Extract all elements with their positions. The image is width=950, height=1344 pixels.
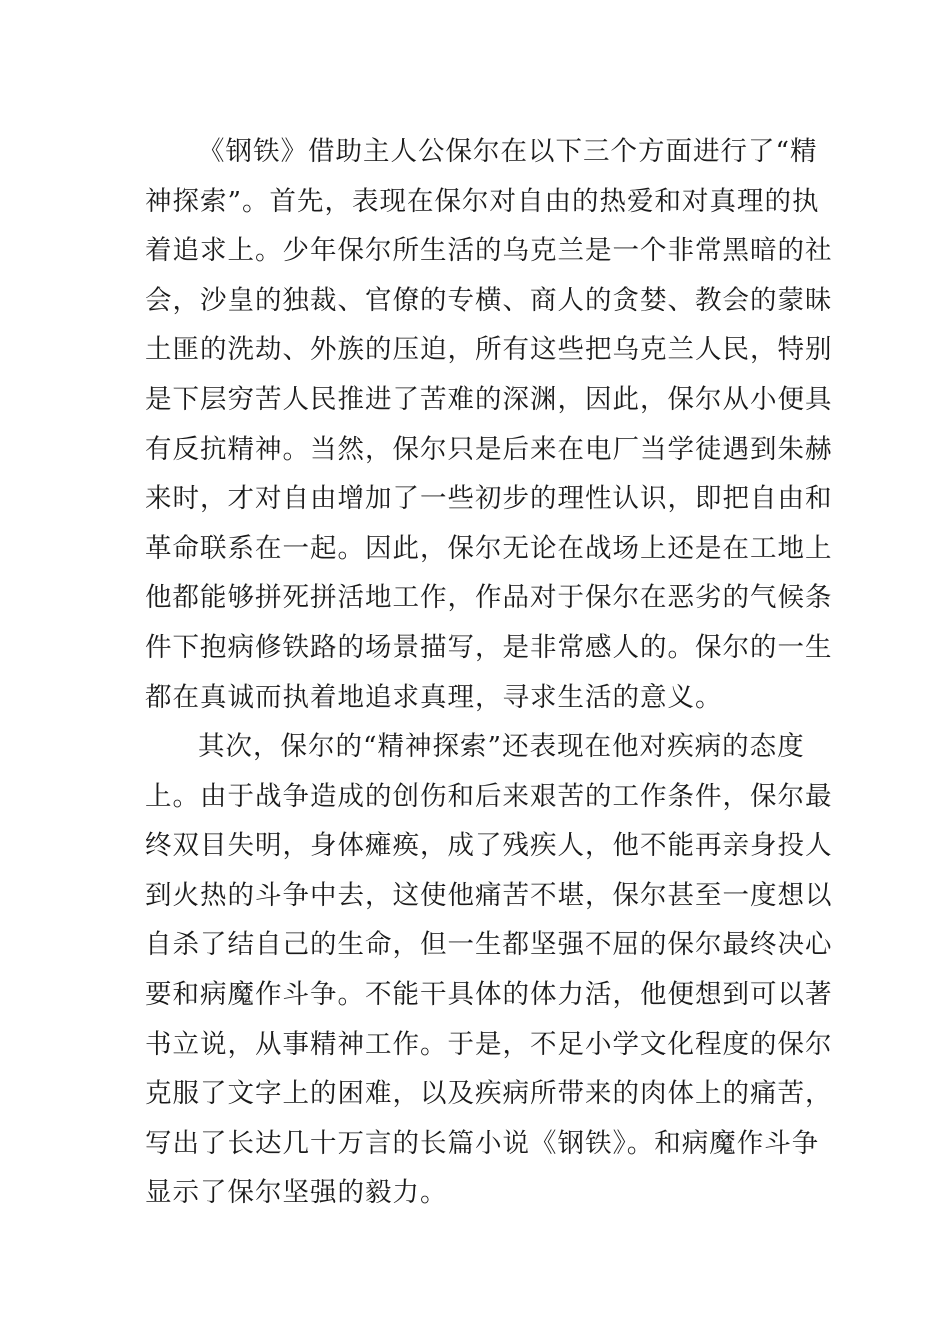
paragraph-1-line-9: 革命联系在一起。因此，保尔无论在战场上还是在工地上 xyxy=(145,532,833,564)
paragraph-1-line-5: 土匪的洗劫、外族的压迫，所有这些把乌克兰人民，特别 xyxy=(145,334,833,366)
paragraph-1-line-4: 会，沙皇的独裁、官僚的专横、商人的贪婪、教会的蒙昧 xyxy=(145,284,833,316)
paragraph-2-line-10: 显示了保尔坚强的毅力。 xyxy=(145,1177,448,1209)
paragraph-1-line-8: 来时，才对自由增加了一些初步的理性认识，即把自由和 xyxy=(145,483,833,515)
paragraph-2-line-3: 终双目失明，身体瘫痪，成了残疾人，他不能再亲身投人 xyxy=(145,830,833,862)
paragraph-1-line-1: 《钢铁》借助主人公保尔在以下三个方面进行了“精 xyxy=(198,136,818,167)
paragraph-1-line-6: 是下层穷苦人民推进了苦难的深渊，因此，保尔从小便具 xyxy=(145,383,833,415)
paragraph-2-line-8: 克服了文字上的困难，以及疾病所带来的肉体上的痛苦， xyxy=(145,1078,833,1110)
paragraph-2-line-9: 写出了长达几十万言的长篇小说《钢铁》。和病魔作斗争 xyxy=(145,1127,820,1159)
paragraph-1-line-10: 他都能够拼死拼活地工作，作品对于保尔在恶劣的气候条 xyxy=(145,582,833,614)
paragraph-1 xyxy=(145,127,833,722)
paragraph-2-line-1: 其次，保尔的“精神探索”还表现在他对疾病的态度 xyxy=(198,731,805,762)
paragraph-2-line-2: 上。由于战争造成的创伤和后来艰苦的工作条件，保尔最 xyxy=(145,780,833,812)
paragraph-1-line-3: 着追求上。少年保尔所生活的乌克兰是一个非常黑暗的社 xyxy=(145,235,833,267)
paragraph-2-line-4: 到火热的斗争中去，这使他痛苦不堪，保尔甚至一度想以 xyxy=(145,879,833,911)
paragraph-1-line-7: 有反抗精神。当然，保尔只是后来在电厂当学徒遇到朱赫 xyxy=(145,433,833,465)
paragraph-1-line-12: 都在真诚而执着地追求真理，寻求生活的意义。 xyxy=(145,681,723,713)
paragraph-2-line-7: 书立说，从事精神工作。于是，不足小学文化程度的保尔 xyxy=(145,1028,833,1060)
paragraph-2-line-6: 要和病魔作斗争。不能干具体的体力活，他便想到可以著 xyxy=(145,978,833,1010)
paragraph-1-line-2: 神探索”。首先，表现在保尔对自由的热爱和对真理的执 xyxy=(145,185,820,217)
paragraph-2-line-5: 自杀了结自己的生命，但一生都坚强不屈的保尔最终决心 xyxy=(145,929,833,961)
paragraph-2 xyxy=(145,722,833,1218)
paragraph-1-line-11: 件下抱病修铁路的场景描写，是非常感人的。保尔的一生 xyxy=(145,631,833,663)
